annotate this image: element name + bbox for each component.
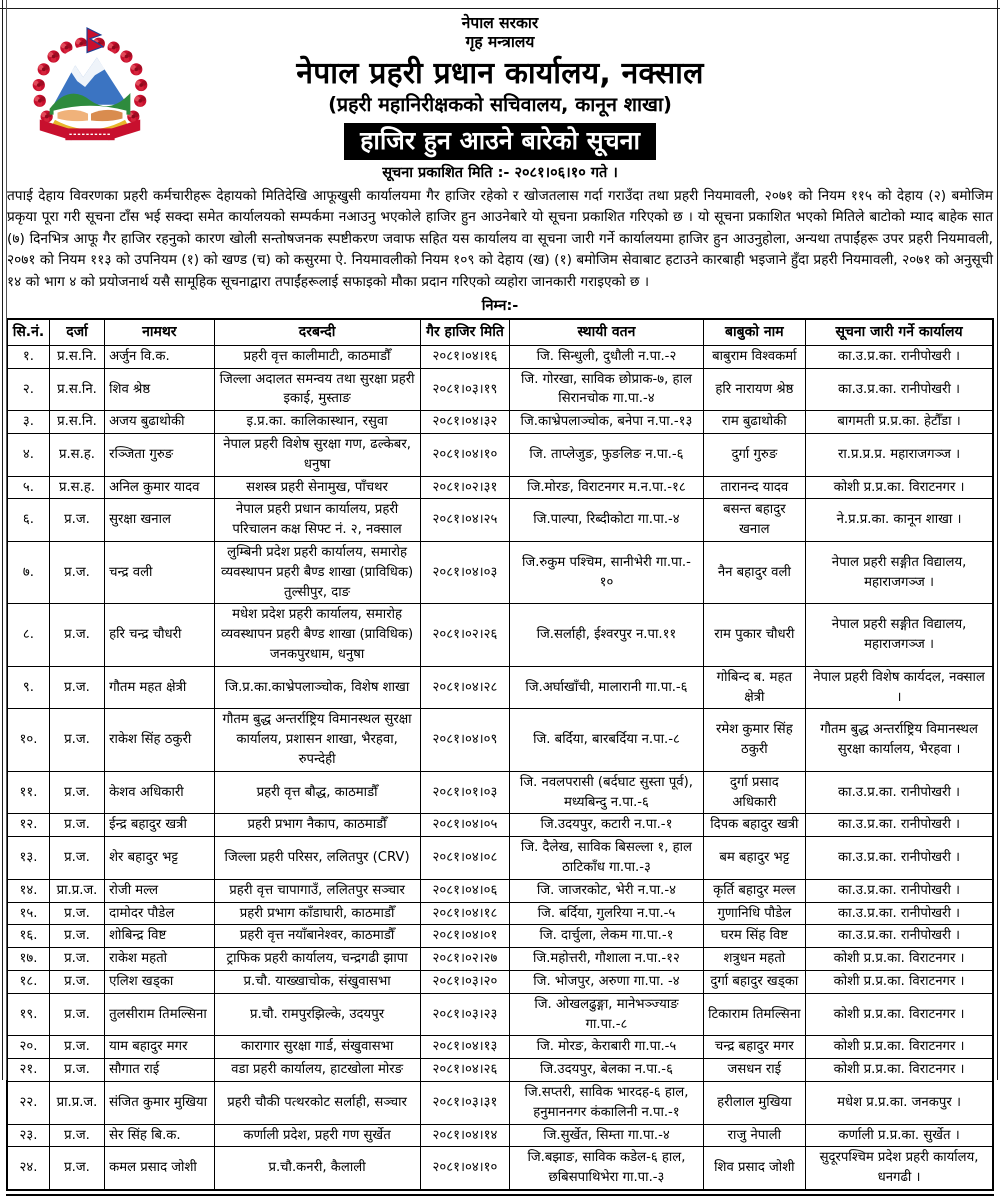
table-cell: बसन्त बहादुर खनाल [703,499,806,542]
table-cell: ६. [7,499,49,542]
table-cell: २०८१।०४।१३ [420,1036,510,1059]
table-cell: २०८१।०४।१८ [420,902,510,925]
table-cell: २०८१।०४।०८ [420,837,510,880]
table-cell: २०८१।०४।२८ [420,666,510,709]
table-cell: प्र.ज. [49,902,104,925]
table-cell: प्र.ज. [49,925,104,948]
table-cell: दामोदर पौडेल [105,902,214,925]
table-cell: कोशी प्र.प्र.का. विराटनगर । [806,948,993,971]
table-cell: जि.काभ्रेपलाञ्चोक, बनेपा न.पा.-१३ [510,411,703,434]
table-cell: जि. ओखलढुङ्गा, मानेभञ्ज्याङ गा.पा.-८ [510,993,703,1036]
table-cell: जि. भोजपुर, अरुणा गा.पा. -४ [510,970,703,993]
table-cell: जि.बझाङ, साविक कडेल-६ हाल, छबिसपाथिभेरा गा.पा.-३ [510,1147,703,1190]
table-cell: राम बुढाथोकी [703,411,806,434]
table-cell: प्रहरी प्रभाग काँडाघारी, काठमाडौँ [214,902,420,925]
table-cell: ११. [7,771,49,814]
table-cell: दुर्गा प्रसाद अधिकारी [703,771,806,814]
table-cell: प्र.ज. [49,1036,104,1059]
table-cell: २०८१।०३।१९ [420,368,510,411]
table-cell: १८. [7,970,49,993]
table-cell: प्र.ज. [49,1147,104,1190]
table-cell: १५. [7,902,49,925]
table-cell: रमेश कुमार सिंह ठकुरी [703,709,806,771]
table-cell: कारागार सुरक्षा गार्ड, संखुवासभा [214,1036,420,1059]
table-cell: राकेश सिंह ठकुरी [105,709,214,771]
table-cell: प्र.ज. [49,666,104,709]
table-cell: ने.प्र.प्र.का. कानून शाखा । [806,499,993,542]
table-cell: जि.उदयपुर, बेलका न.पा.-६ [510,1059,703,1082]
table-row [7,499,993,542]
table-cell: चन्द्र बहादुर मगर [703,1036,806,1059]
table-cell: गौतम बुद्ध अन्तर्राष्ट्रिय विमानस्थल सुरक्षा कार्यालय, प्रशासन शाखा, भैरहवा, रुपन्देही [214,709,420,771]
table-cell: मधेश प्र.प्र.का. जनकपुर । [806,1081,993,1124]
table-cell: कोशी प्र.प्र.का. विराटनगर । [806,476,993,499]
table-cell: शत्रुधन महतो [703,948,806,971]
table-cell: बागमती प्र.प्र.का. हेटौँडा । [806,411,993,434]
table-cell: नैन बहादुर वली [703,542,806,604]
table-cell: जि.महोत्तरी, गौशाला न.पा.-१२ [510,948,703,971]
table-row [7,814,993,837]
table-cell: प्रहरी वृत्त नयाँबानेश्वर, काठमाडौँ [214,925,420,948]
table-cell: जि.मोरङ, विराटनगर म.न.पा.-१८ [510,476,703,499]
table-cell: प्र.ज. [49,1124,104,1147]
table-cell: ट्राफिक प्रहरी कार्यालय, चन्द्रगढी झापा [214,948,420,971]
table-cell: २०८१।०४।०५ [420,814,510,837]
table-row [7,411,993,434]
table-cell: सौगात राई [105,1059,214,1082]
table-cell: शेर बहादुर भट्ट [105,837,214,880]
column-header-7: सूचना जारी गर्ने कार्यालय [806,319,993,346]
table-cell: नेपाल प्रहरी सङ्गीत विद्यालय, महाराजगञ्ज । [806,542,993,604]
table-row [7,368,993,411]
table-cell: २०८१।०४।१० [420,1147,510,1190]
table-cell: प्रहरी वृत्त चापागाउँ, ललितपुर सञ्चार [214,879,420,902]
table-cell: गोबिन्द ब. महत क्षेत्री [703,666,806,709]
table-cell: २०८१।०३।२० [420,970,510,993]
table-cell: प्र.ज. [49,1059,104,1082]
table-cell: प्र.ज. [49,948,104,971]
table-cell: ४. [7,434,49,477]
table-row [7,1036,993,1059]
table-cell: २२. [7,1081,49,1124]
column-header-6: बाबुको नाम [703,319,806,346]
table-cell: २०८१।०४।०१ [420,925,510,948]
table-cell: जि.पाल्पा, रिब्दीकोटा गा.पा.-४ [510,499,703,542]
table-cell: १७. [7,948,49,971]
page-border-right [997,0,998,1080]
table-cell: तारानन्द यादव [703,476,806,499]
table-cell: जि.प्र.का.काभ्रेपलाञ्चोक, विशेष शाखा [214,666,420,709]
table-cell: कृर्ति बहादुर मल्ल [703,879,806,902]
table-cell: १२. [7,814,49,837]
table-cell: २०८१।०३।२३ [420,993,510,1036]
ministry-line: गृह मन्त्रालय [465,33,535,52]
table-cell: नेपाल प्रहरी विशेष सुरक्षा गण, ढल्केबर, धनुषा [214,434,420,477]
table-cell: रञ्जिता गुरुङ [105,434,214,477]
table-cell: प्रा.प्र.ज. [49,1081,104,1124]
table-cell: मधेश प्रदेश प्रहरी कार्यालय, समारोह व्यवस्थापन प्रहरी बैण्ड शाखा (प्राविधिक) जनकपुरधाम, धनुषा [214,604,420,666]
table-row [7,948,993,971]
table-cell: याम बहादुर मगर [105,1036,214,1059]
table-cell: जि. नवलपरासी (बर्दघाट सुस्ता पूर्व), मध्यबिन्दु न.पा.-६ [510,771,703,814]
table-cell: टिकाराम तिमल्सिना [703,993,806,1036]
table-cell: जि.रुकुम पश्चिम, सानीभेरी गा.पा.- १० [510,542,703,604]
table-cell: शिव श्रेष्ठ [105,368,214,411]
table-cell: सुरक्षा खनाल [105,499,214,542]
government-line: नेपाल सरकार [461,14,539,32]
table-row [7,1147,993,1190]
table-cell: १४. [7,879,49,902]
table-cell: का.उ.प्र.का. रानीपोखरी । [806,368,993,411]
table-cell: १. [7,345,49,368]
table-cell: २०८१।०४।१४ [420,1124,510,1147]
column-header-2: नामथर [105,319,214,346]
table-row [7,902,993,925]
table-cell: ईन्द्र बहादुर खत्री [105,814,214,837]
table-cell: १९. [7,993,49,1036]
table-cell: २०८१।०२।२६ [420,604,510,666]
table-cell: ७. [7,542,49,604]
table-cell: ५. [7,476,49,499]
table-row [7,709,993,771]
table-cell: जि.अर्घाखाँची, मालारानी गा.पा.-६ [510,666,703,709]
table-row [7,1059,993,1082]
table-cell: प्र.ज. [49,837,104,880]
table-cell: प्र.ज. [49,709,104,771]
column-header-3: दरबन्दी [214,319,420,346]
table-cell: २०. [7,1036,49,1059]
personnel-table [6,318,994,1191]
table-cell: वडा प्रहरी कार्यालय, हाटखोला मोरङ [214,1059,420,1082]
table-cell: नेपाल प्रहरी सङ्गीत विद्यालय, महाराजगञ्ज । [806,604,993,666]
table-cell: प्र.स.नि. [49,411,104,434]
sub-office-line: (प्रहरी महानिरीक्षकको सचिवालय, कानून शाखा) [328,93,672,117]
table-cell: जि.सुर्खेत, सिम्ता गा.पा.-४ [510,1124,703,1147]
table-cell: प्रहरी वृत्त बौद्ध, काठमाडौँ [214,771,420,814]
table-cell: शोबिन्द्र विष्ट [105,925,214,948]
table-row [7,666,993,709]
table-row [7,970,993,993]
table-cell: चन्द्र वली [105,542,214,604]
table-cell: २०८१।०४।२५ [420,499,510,542]
table-cell: संजित कुमार मुखिया [105,1081,214,1124]
table-cell: प्र.ज. [49,993,104,1036]
table-cell: जि. जाजरकोट, भेरी न.पा.-४ [510,879,703,902]
table-cell: बाबुराम विश्वकर्मा [703,345,806,368]
notice-body-paragraph: तपाई देहाय विवरणका प्रहरी कर्मचारीहरू देहायको मितिदेखि आफूखुसी कार्यालयमा गैर हाजिर रहेको र खोजतलास गर्दा गराउँदा तथा प्रहरी नियमावली, २०७१ को नियम ११५ को देहाय (२) बमोजिम प्रकृया पूरा गरी सूचना टाँस भई सक्दा समेत कार्यालयको सम्पर्कमा नआउनु भएकोले हाजिर हुन आउनेबारे यो सूचना प्रकाशित गरिएको छ । यो सूचना प्रकाशित भएको मितिले बाटोको म्याद बाहेक सात (७) दिनभित्र आफू गैर हाजिर रहनुको कारण खोली सन्तोषजनक स्पष्टीकरण जवाफ सहित यस कार्यालय वा सूचना जारी गर्ने कार्यालयमा हाजिर हुन आउनुहोला, अन्यथा तपाईंहरू उपर प्रहरी नियमावली, २०७१ को नियम ११३ को उपनियम (१) को खण्ड (च) को कसुरमा ऐ. नियमावलीको नियम १०९ को देहाय (ख) (१) बमोजिम सेवाबाट हटाउने कारबाही भइजाने हुँदा प्रहरी नियमावली, २०७१ को अनुसूची १४ को भाग ४ को प्रयोजनार्थ यसै सामूहिक सूचनाद्वारा तपाईंहरूलाई सफाइको मौका प्रदान गरिएको व्यहोरा जानकारी गराइएको छ । [7,188,993,290]
table-row [7,604,993,666]
table-cell: प्रा.प्र.ज. [49,879,104,902]
table-cell: गौतम महत क्षेत्री [105,666,214,709]
table-cell: दिपक बहादुर खत्री [703,814,806,837]
table-cell: कोशी प्र.प्र.का. विराटनगर । [806,1059,993,1082]
table-cell: प्र.चौ. याख्खाचोक, संखुवासभा [214,970,420,993]
table-cell: जिल्ला प्रहरी परिसर, ललितपुर (CRV) [214,837,420,880]
table-cell: का.उ.प्र.का. रानीपोखरी । [806,925,993,948]
table-cell: दुर्गा गुरुङ [703,434,806,477]
table-cell: २०८१।०४।३२ [420,411,510,434]
table-cell: २३. [7,1124,49,1147]
table-cell: प्र.ज. [49,814,104,837]
table-row [7,1081,993,1124]
table-cell: का.उ.प्र.का. रानीपोखरी । [806,902,993,925]
table-cell: जि.उदयपुर, कटारी न.पा.-१ [510,814,703,837]
table-cell: शिव प्रसाद जोशी [703,1147,806,1190]
table-cell: प्र.ज. [49,604,104,666]
table-cell: बम बहादुर भट्ट [703,837,806,880]
page-border-left-inner [6,0,7,1080]
table-cell: प्र.स.नि. [49,345,104,368]
table-row [7,542,993,604]
table-cell: रा.प्र.प्र.प्र. महाराजगञ्ज । [806,434,993,477]
table-cell: इ.प्र.का. कालिकास्थान, रसुवा [214,411,420,434]
table-cell: जसधन राई [703,1059,806,1082]
table-cell: दुर्गा बहादुर खड्का [703,970,806,993]
table-cell: जि.सर्लाही, ईश्वरपुर न.पा.११ [510,604,703,666]
table-cell: एलिश खड्का [105,970,214,993]
table-cell: २०८१।०३।३१ [420,1081,510,1124]
table-cell: गौतम बुद्ध अन्तर्राष्ट्रिय विमानस्थल सुरक्षा कार्यालय, भैरहवा । [806,709,993,771]
table-cell: २०८१।०४।०९ [420,709,510,771]
table-cell: १६. [7,925,49,948]
published-date-line: सूचना प्रकाशित मिति :- २०८१।०६।१० गते । [382,164,618,181]
table-cell: जि. बर्दिया, गुलरिया न.पा.-५ [510,902,703,925]
table-cell: ३. [7,411,49,434]
table-row [7,879,993,902]
table-cell: अजय बुढाथोकी [105,411,214,434]
table-cell: कोशी प्र.प्र.का. विराटनगर । [806,993,993,1036]
table-cell: तुलसीराम तिमल्सिना [105,993,214,1036]
table-cell: प्र.ज. [49,771,104,814]
table-cell: २०८१।०४।१० [420,434,510,477]
table-cell: नेपाल प्रहरी विशेष कार्यदल, नक्साल । [806,666,993,709]
column-header-0: सि.नं. [7,319,49,346]
table-cell: अर्जुन वि.क. [105,345,214,368]
table-cell: लुम्बिनी प्रदेश प्रहरी कार्यालय, समारोह व्यवस्थापन प्रहरी बैण्ड शाखा (प्राविधिक) तुल्सीपुर, दाङ [214,542,420,604]
table-row [7,993,993,1036]
table-cell: जि. दैलेख, साविक बिसल्ला १, हाल ठाटिकाँध गा.पा.-३ [510,837,703,880]
table-cell: घरम सिंह विष्ट [703,925,806,948]
table-cell: सशस्त्र प्रहरी सेनामुख, पाँचथर [214,476,420,499]
table-cell: का.उ.प्र.का. रानीपोखरी । [806,771,993,814]
table-cell: २४. [7,1147,49,1190]
table-cell: का.उ.प्र.का. रानीपोखरी । [806,345,993,368]
table-cell: प्र.ज. [49,542,104,604]
column-header-4: गैर हाजिर मिति [420,319,510,346]
table-cell: हरि चन्द्र चौधरी [105,604,214,666]
table-cell: रोजी मल्ल [105,879,214,902]
table-cell: हरि नारायण श्रेष्ठ [703,368,806,411]
table-cell: ८. [7,604,49,666]
table-cell: प्र.चौ.कनरी, कैलाली [214,1147,420,1190]
table-cell: सुदूरपश्चिम प्रदेश प्रहरी कार्यालय, धनगढी । [806,1147,993,1190]
table-row [7,434,993,477]
column-header-5: स्थायी वतन [510,319,703,346]
table-cell: प्र.चौ. रामपुरझिल्के, उदयपुर [214,993,420,1036]
table-cell: जि. मोरङ, केराबारी गा.पा.-५ [510,1036,703,1059]
table-cell: राजु नेपाली [703,1124,806,1147]
table-cell: २०८१।०२।३१ [420,476,510,499]
table-row [7,476,993,499]
table-cell: का.उ.प्र.का. रानीपोखरी । [806,837,993,880]
office-title: नेपाल प्रहरी प्रधान कार्यालय, नक्साल [296,55,704,91]
table-row [7,925,993,948]
table-cell: २०८१।०२।२७ [420,948,510,971]
table-cell: २१. [7,1059,49,1082]
table-cell: जि. बर्दिया, बारबर्दिया न.पा.-८ [510,709,703,771]
table-cell: प्र.ज. [49,499,104,542]
table-cell: प्रहरी चौकी पत्थरकोट सर्लाही, सञ्चार [214,1081,420,1124]
table-cell: प्र.स.ह. [49,476,104,499]
table-cell: अनिल कुमार यादव [105,476,214,499]
table-cell: जि. गोरखा, साविक छोप्राक-७, हाल सिरानचोक गा.पा.-४ [510,368,703,411]
table-cell: का.उ.प्र.का. रानीपोखरी । [806,879,993,902]
table-cell: २०८१।०४।०३ [420,542,510,604]
table-cell: का.उ.प्र.का. रानीपोखरी । [806,814,993,837]
table-cell: जि. दार्चुला, लेकम गा.पा.-१ [510,925,703,948]
table-cell: नेपाल प्रहरी प्रधान कार्यालय, प्रहरी परिचालन कक्ष सिफ्ट नं. २, नक्साल [214,499,420,542]
column-header-1: दर्जा [49,319,104,346]
nepal-government-emblem-icon [26,26,154,154]
table-cell: जिल्ला अदालत समन्वय तथा सुरक्षा प्रहरी इकाई, मुस्ताङ [214,368,420,411]
list-label: निम्न:- [481,297,519,314]
table-cell: कमल प्रसाद जोशी [105,1147,214,1190]
table-cell: प्र.स.नि. [49,368,104,411]
table-cell: २०८१।०४।१६ [420,345,510,368]
table-cell: राम पुकार चौधरी [703,604,806,666]
table-row [7,1124,993,1147]
table-cell: २०८१।०१।०३ [420,771,510,814]
table-cell: प्रहरी वृत्त कालीमाटी, काठमाडौँ [214,345,420,368]
table-cell: केशव अधिकारी [105,771,214,814]
table-row [7,345,993,368]
table-cell: २. [7,368,49,411]
table-header-row [7,319,993,346]
table-cell: राकेश महतो [105,948,214,971]
page-border-left [2,0,3,1080]
page-border-top [0,8,1000,9]
table-cell: प्र.ज. [49,970,104,993]
table-cell: २०८१।०४।०६ [420,879,510,902]
table-cell: २०८१।०४।२६ [420,1059,510,1082]
table-cell: कर्णाली प्र.प्र.का. सुर्खेत । [806,1124,993,1147]
table-row [7,771,993,814]
table-cell: गुणानिधि पौडेल [703,902,806,925]
table-cell: ९. [7,666,49,709]
table-body [7,345,993,1190]
table-row [7,837,993,880]
notice-title-banner: हाजिर हुन आउने बारेको सूचना [344,123,656,160]
table-cell: प्र.स.ह. [49,434,104,477]
table-cell: जि.सप्तरी, साविक भारदह-६ हाल, हनुमाननगर कंकालिनी न.पा.-१ [510,1081,703,1124]
table-cell: प्रहरी प्रभाग नैकाप, काठमाडौँ [214,814,420,837]
table-cell: जि. ताप्लेजुङ, फुङलिङ न.पा.-६ [510,434,703,477]
table-cell: हरीलाल मुखिया [703,1081,806,1124]
table-cell: सेर सिंह बि.क. [105,1124,214,1147]
table-cell: कोशी प्र.प्र.का. विराटनगर । [806,970,993,993]
table-cell: कोशी प्र.प्र.का. विराटनगर । [806,1036,993,1059]
table-cell: १३. [7,837,49,880]
table-cell: जि. सिन्धुली, दुधौली न.पा.-२ [510,345,703,368]
table-cell: कर्णाली प्रदेश, प्रहरी गण सुर्खेत [214,1124,420,1147]
table-cell: १०. [7,709,49,771]
